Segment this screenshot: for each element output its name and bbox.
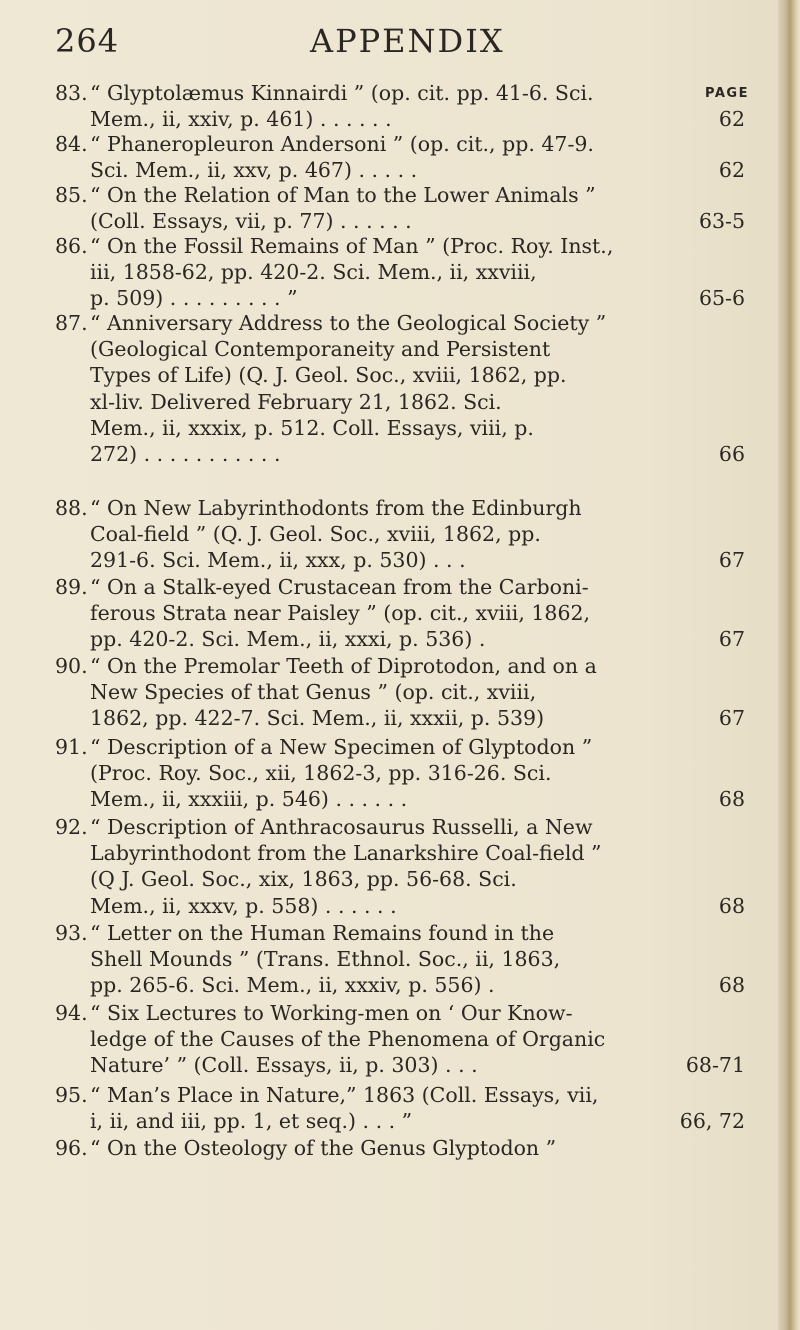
- entry-line: Mem., ii, xxxix, p. 512. Coll. Essays, viii, p.: [90, 415, 534, 440]
- entry-number: 87.: [55, 311, 88, 335]
- entry-line: “ On the Relation of Man to the Lower Animals ”: [90, 183, 596, 207]
- entry-page-ref: 67: [718, 548, 745, 573]
- entry-line: i, ii, and iii, pp. 1, et seq.) . . . ”: [90, 1109, 413, 1134]
- entry-line: “ On the Fossil Remains of Man ” (Proc. Roy. Inst.,: [90, 234, 614, 258]
- entry-page-ref: 66, 72: [679, 1109, 745, 1134]
- entry-page-ref: 62: [718, 107, 745, 132]
- entry-number: 88.: [55, 496, 88, 520]
- entry-line: “ On a Stalk-eyed Crustacean from the Carboni-: [90, 575, 589, 599]
- entry-page-ref: 68: [718, 893, 745, 918]
- entry-line: pp. 265-6. Sci. Mem., ii, xxxiv, p. 556) .: [90, 973, 495, 998]
- entry-number: 85.: [55, 183, 88, 207]
- page-edge: [778, 0, 800, 1330]
- entry-line: “ Six Lectures to Working-men on ‘ Our Know-: [90, 1001, 573, 1025]
- entry-line: iii, 1858-62, pp. 420-2. Sci. Mem., ii, xxviii,: [90, 260, 537, 285]
- entry-number: 93.: [55, 921, 88, 945]
- entry-number: 91.: [55, 735, 88, 759]
- entry-line: Mem., ii, xxxv, p. 558) . . . . . .: [90, 893, 397, 918]
- bibliography-entry: [55, 495, 745, 574]
- entry-page-ref: 67: [718, 627, 745, 652]
- entry-page-ref: 63-5: [698, 209, 745, 234]
- entry-number: 83.: [55, 81, 88, 105]
- entry-number: 96.: [55, 1136, 88, 1160]
- entry-page-ref: 66: [718, 442, 745, 466]
- bibliography-entry: [55, 814, 745, 919]
- entry-line: ledge of the Causes of the Phenomena of Organic: [90, 1027, 606, 1052]
- entry-page-ref: 68: [718, 973, 745, 998]
- entry-line: 1862, pp. 422-7. Sci. Mem., ii, xxxii, p. 539): [90, 706, 545, 731]
- entry-line: “ Description of Anthracosaurus Russelli, a New: [90, 815, 593, 839]
- entry-line: “ Letter on the Human Remains found in the: [90, 921, 555, 945]
- bibliography-entry: [55, 1135, 745, 1161]
- entry-line: Sci. Mem., ii, xxv, p. 467) . . . . .: [90, 158, 418, 183]
- entry-line: (Geological Contemporaneity and Persistent: [90, 337, 551, 362]
- entry-page-ref: 65-6: [698, 286, 745, 311]
- entry-line: “ On New Labyrinthodonts from the Edinburgh: [90, 496, 582, 520]
- entry-line: (Q J. Geol. Soc., xix, 1863, pp. 56-68. Sci.: [90, 867, 517, 892]
- bibliography-entry: [55, 131, 745, 183]
- entry-line: “ Phaneropleuron Andersoni ” (op. cit., pp. 47-9.: [90, 132, 594, 156]
- entry-line: “ Glyptolæmus Kinnairdi ” (op. cit. pp. 41-6. Sci.: [90, 81, 594, 105]
- entry-line: “ On the Osteology of the Genus Glyptodon ”: [90, 1136, 557, 1160]
- entry-line: Labyrinthodont from the Lanarkshire Coal-field ”: [90, 841, 602, 866]
- entry-number: 84.: [55, 132, 88, 156]
- entry-page-ref: 67: [718, 706, 745, 731]
- entry-number: 94.: [55, 1001, 88, 1025]
- bibliography-entry: [55, 310, 745, 467]
- entry-line: Types of Life) (Q. J. Geol. Soc., xviii, 1862, pp.: [90, 363, 567, 388]
- entry-line: Mem., ii, xxiv, p. 461) . . . . . .: [90, 107, 392, 132]
- entry-line: Shell Mounds ” (Trans. Ethnol. Soc., ii, 1863,: [90, 947, 561, 972]
- bibliography-entry: [55, 920, 745, 999]
- running-head: APPENDIX: [310, 22, 505, 60]
- entry-line: (Coll. Essays, vii, p. 77) . . . . . .: [90, 209, 412, 234]
- entry-number: 92.: [55, 815, 88, 839]
- entry-number: 95.: [55, 1083, 88, 1107]
- bibliography-entry: [55, 1082, 745, 1134]
- entry-line: (Proc. Roy. Soc., xii, 1862-3, pp. 316-26. Sci.: [90, 761, 552, 786]
- bibliography-entry: [55, 182, 745, 234]
- entry-page-ref: 68-71: [685, 1053, 745, 1078]
- entry-line: “ On the Premolar Teeth of Diprotodon, and on a: [90, 654, 597, 678]
- entry-number: 90.: [55, 654, 88, 678]
- entry-line: Nature’ ” (Coll. Essays, ii, p. 303) . . .: [90, 1053, 478, 1078]
- entry-line: “ Description of a New Specimen of Glyptodon ”: [90, 735, 593, 759]
- bibliography-entry: [55, 80, 745, 132]
- entry-line: pp. 420-2. Sci. Mem., ii, xxxi, p. 536) .: [90, 627, 486, 652]
- entry-line: xl-liv. Delivered February 21, 1862. Sci.: [90, 389, 502, 414]
- entry-page-ref: 68: [718, 787, 745, 812]
- entry-line: ferous Strata near Paisley ” (op. cit., xviii, 1862,: [90, 601, 591, 626]
- entry-line: p. 509) . . . . . . . . . ”: [90, 286, 298, 311]
- entry-line: New Species of that Genus ” (op. cit., xviii,: [90, 680, 537, 705]
- bibliography-entry: [55, 574, 745, 653]
- bibliography-entry: [55, 734, 745, 813]
- entry-line: Coal-field ” (Q. J. Geol. Soc., xviii, 1862, pp.: [90, 522, 541, 547]
- page-column-label: PAGE: [705, 86, 749, 101]
- bibliography-entry: [55, 653, 745, 732]
- bibliography-entry: [55, 233, 745, 312]
- bibliography-entry: [55, 1000, 745, 1079]
- entry-number: 86.: [55, 234, 88, 258]
- page-number: 264: [55, 22, 120, 60]
- entry-number: 89.: [55, 575, 88, 599]
- page-header: [55, 22, 755, 72]
- entry-line: 272) . . . . . . . . . . .: [90, 442, 281, 467]
- entry-line: Mem., ii, xxxiii, p. 546) . . . . . .: [90, 787, 408, 812]
- entry-line: “ Anniversary Address to the Geological Society ”: [90, 311, 607, 335]
- entry-line: 291-6. Sci. Mem., ii, xxx, p. 530) . . .: [90, 548, 466, 573]
- entry-page-ref: 62: [718, 158, 745, 183]
- entry-line: “ Man’s Place in Nature,” 1863 (Coll. Essays, vii,: [90, 1083, 599, 1107]
